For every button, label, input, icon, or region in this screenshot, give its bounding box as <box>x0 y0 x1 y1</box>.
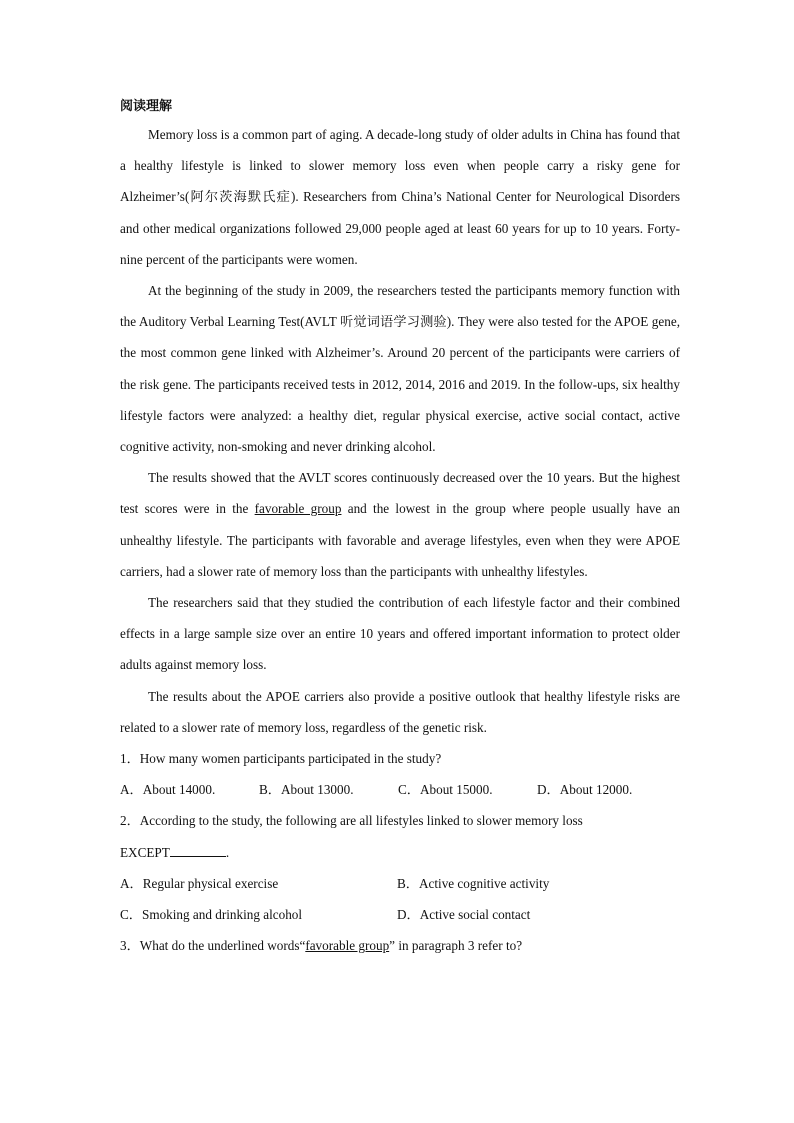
question-1-option-d[interactable]: D．About 12000. <box>537 782 633 798</box>
question-2-except: EXCEPT <box>120 844 170 860</box>
question-1-option-a[interactable]: A．About 14000. <box>120 782 216 798</box>
paragraph-2: At the beginning of the study in 2009, the researchers tested the participants memory function with the Auditory Verbal Learning Test(AVLT 听觉词语学习测验). They were also tested for the APOE gene, the most common gene linked with Alzheimer’s. Around 20 percent of the participants were carriers of the risk gene. The participants received tests in 2012, 2014, 2016 and 2019. In the follow-ups, six healthy lifestyle factors were analyzed: a healthy diet, regular physical exercise, active social contact, active cognitive activity, non-smoking and never drinking alcohol. <box>120 283 680 455</box>
question-1-option-b[interactable]: B．About 13000. <box>259 782 354 798</box>
underlined-phrase: favorable group <box>254 501 342 517</box>
paragraph-3-text-after: and the lowest in the group where people usually have an unhealthy lifestyle. The participants with favorable and average lifestyles, even when they were APOE carriers, had a slower rate of memory loss than the participants with unhealthy lifestyles. <box>120 501 680 579</box>
paragraph-3-text-before: The results showed that the AVLT scores continuously decreased over the 10 years. But the highest test scores were in the <box>120 470 680 517</box>
question-2-option-b[interactable]: B．Active cognitive activity <box>397 875 550 891</box>
reading-section <box>120 94 680 961</box>
question-2-stem-continued <box>120 837 680 868</box>
question-2-option-d[interactable]: D．Active social contact <box>397 907 531 923</box>
question-2-option-c[interactable]: C．Smoking and drinking alcohol <box>120 907 303 923</box>
question-3-text-after: ” in paragraph 3 refer to? <box>389 938 523 954</box>
paragraph-3 <box>120 462 680 587</box>
question-2-period: . <box>225 844 230 860</box>
question-3-text-before: 3．What do the underlined words“ <box>120 938 306 954</box>
question-2-option-a[interactable]: A．Regular physical exercise <box>120 875 279 891</box>
section-title: 阅读理解 <box>120 99 173 114</box>
question-3-stem <box>120 930 680 961</box>
question-3-underlined-phrase: favorable group <box>305 938 390 954</box>
question-2-options-row-1 <box>120 868 680 899</box>
question-1-options <box>120 774 680 805</box>
question-1-option-c[interactable]: C．About 15000. <box>398 782 493 798</box>
paragraph-4: The researchers said that they studied the contribution of each lifestyle factor and their combined effects in a large sample size over an entire 10 years and offered important information to protect older adults against memory loss. <box>120 595 680 673</box>
question-2-stem: 2．According to the study, the following are all lifestyles linked to slower memory loss <box>120 813 583 829</box>
question-1-stem: 1．How many women participants participated in the study? <box>120 751 442 767</box>
question-2-options-row-2 <box>120 899 680 930</box>
paragraph-1: Memory loss is a common part of aging. A decade-long study of older adults in China has found that a healthy lifestyle is linked to slower memory loss even when people carry a risky gene for Alzheimer’s(阿尔茨海默氏症). Researchers from China’s National Center for Neurological Disorders and other medical organizations followed 29,000 people aged at least 60 years for up to 10 years. Forty-nine percent of the participants were women. <box>120 127 680 267</box>
answer-blank[interactable] <box>170 842 226 857</box>
paragraph-5: The results about the APOE carriers also provide a positive outlook that healthy lifestyle risks are related to a slower rate of memory loss, regardless of the genetic risk. <box>120 688 680 735</box>
